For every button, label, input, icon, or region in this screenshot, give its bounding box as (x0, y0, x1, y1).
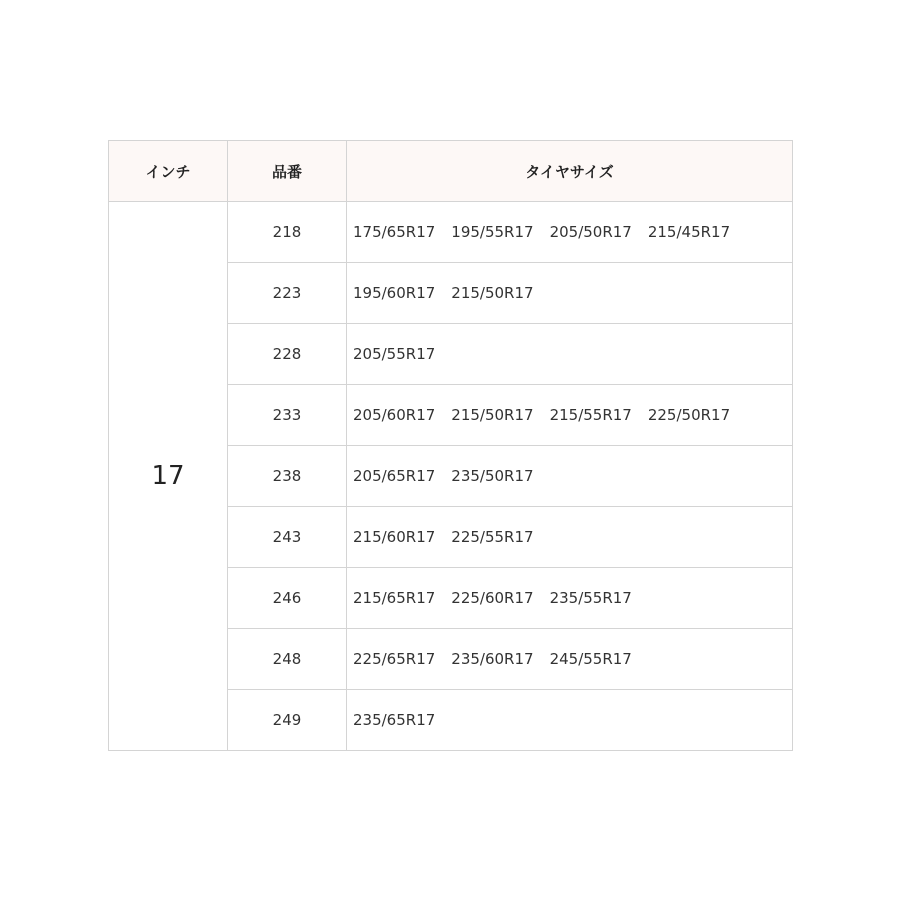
tire-size-text: 215/65R17 (353, 589, 436, 607)
tire-size-text: 235/60R17 (451, 650, 534, 668)
tire-size-text: 215/50R17 (451, 406, 534, 424)
tire-size-text: 235/50R17 (451, 467, 534, 485)
product-code-cell: 249 (228, 690, 347, 751)
table-header-row (109, 141, 793, 202)
tire-size-text: 205/65R17 (353, 467, 436, 485)
tire-sizes-cell (347, 202, 793, 263)
header-code: 品番 (228, 141, 347, 202)
product-code-cell: 233 (228, 385, 347, 446)
tire-sizes-cell (347, 690, 793, 751)
table-body (109, 202, 793, 751)
tire-size-text: 225/65R17 (353, 650, 436, 668)
tire-size-text: 235/55R17 (549, 589, 632, 607)
tire-size-text: 215/55R17 (549, 406, 632, 424)
tire-sizes-cell (347, 629, 793, 690)
product-code-cell: 238 (228, 446, 347, 507)
tire-size-text: 175/65R17 (353, 223, 436, 241)
product-code-cell: 228 (228, 324, 347, 385)
tire-size-text: 205/60R17 (353, 406, 436, 424)
tire-size-text: 225/50R17 (647, 406, 731, 424)
tire-size-text: 205/50R17 (549, 223, 632, 241)
header-inch: インチ (109, 141, 228, 202)
product-code-cell: 248 (228, 629, 347, 690)
inch-value-cell: 17 (109, 202, 228, 751)
table-row (109, 202, 793, 263)
product-code-cell: 218 (228, 202, 347, 263)
tire-size-text: 195/60R17 (353, 284, 436, 302)
tire-size-text: 245/55R17 (549, 650, 632, 668)
tire-sizes-cell (347, 446, 793, 507)
tire-size-text: 235/65R17 (353, 711, 436, 729)
tire-size-text: 195/55R17 (451, 223, 534, 241)
product-code-cell: 223 (228, 263, 347, 324)
tire-sizes-cell (347, 507, 793, 568)
tire-size-text: 225/60R17 (451, 589, 534, 607)
tire-size-text: 215/60R17 (353, 528, 436, 546)
tire-size-text: 205/55R17 (353, 345, 436, 363)
tire-size-text: 215/45R17 (647, 223, 731, 241)
tire-size-text: 215/50R17 (451, 284, 534, 302)
tire-size-text: 225/55R17 (451, 528, 534, 546)
tire-sizes-cell (347, 324, 793, 385)
product-code-cell: 243 (228, 507, 347, 568)
tire-sizes-cell (347, 568, 793, 629)
tire-sizes-cell (347, 385, 793, 446)
product-code-cell: 246 (228, 568, 347, 629)
header-tire-size: タイヤサイズ (347, 141, 793, 202)
tire-sizes-cell (347, 263, 793, 324)
tire-size-table (108, 140, 793, 751)
